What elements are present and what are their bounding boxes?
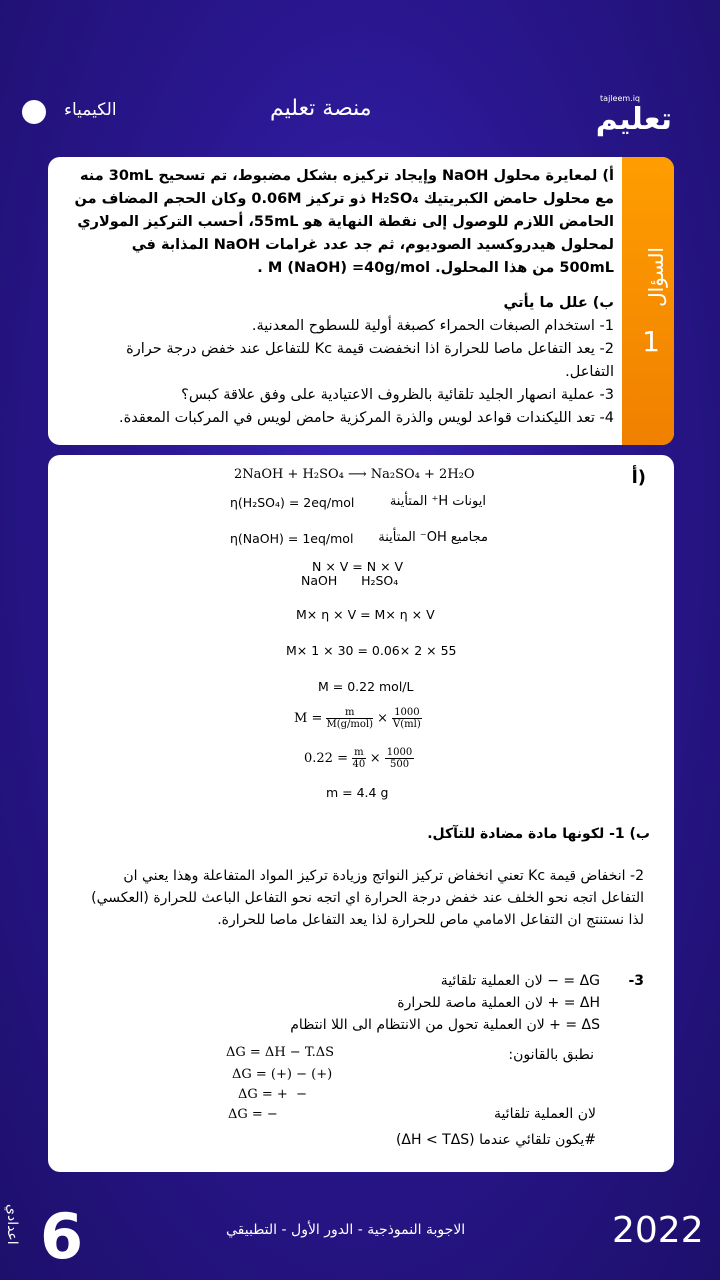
platform-title: منصة تعليم: [270, 96, 372, 121]
answer-b3-number: 3-: [628, 973, 644, 989]
grade-word: اعدادي: [4, 1204, 20, 1245]
eta-h2so4: η(H₂SO₄) = 2eq/mol: [230, 495, 355, 510]
fraction: [392, 707, 421, 730]
answer-b3-line: ΔH = + لان العملية ماصة للحرارة: [397, 995, 600, 1011]
answer-card: [48, 455, 674, 1172]
fraction-numerator: 1000: [394, 707, 420, 718]
answer-b2: 2- انخفاض قيمة Kc تعني انخفاض تركيز النواتج وزيادة تركيز المواد المتفاعلة وهذا يعني ان التفاعل اتجه نحو الخلف عند خفض درجة الحرارة اي اتجه نحو التفاعل الباعث للحرارة (العكسي) لذا نستنتج ان التفاعل الامامي ماص للحرارة لذا يعد التفاعل ماصا للحرارة.: [91, 868, 644, 928]
fraction-numerator: m: [354, 747, 364, 758]
molarity-result: M = 0.22 mol/L: [318, 679, 414, 694]
question-number: 1: [642, 325, 660, 358]
nv-equation: N × V = N × V: [312, 559, 404, 574]
mass-formula-lhs: M =: [294, 711, 323, 726]
fraction-numerator: m: [326, 707, 373, 719]
gibbs-line: ΔG = ΔH − T.ΔS: [226, 1045, 334, 1060]
gibbs-line: ΔG = −: [228, 1107, 278, 1122]
fraction-denominator: M(g/mol): [326, 719, 373, 730]
times-sign: ×: [377, 711, 389, 726]
mass-formula: [294, 707, 422, 730]
times-sign: ×: [369, 751, 381, 766]
mass-calc: [304, 747, 414, 770]
answer-b3-line: ΔS = + لان العملية تحول من الانتظام الى اللا انتظام: [290, 1017, 600, 1033]
question-item: 1- استخدام الصبغات الحمراء كصبغة أولية للسطوح المعدنية.: [251, 318, 614, 334]
gibbs-line: ΔG = + −: [238, 1087, 307, 1102]
logo: [595, 86, 698, 148]
answer-b1: ب) 1- لكونها مادة مضادة للتآكل.: [427, 826, 650, 842]
fraction-denominator: 40: [352, 759, 366, 770]
mnv-equation: M× η × V = M× η × V: [296, 607, 435, 622]
spontaneous-label: لان العملية تلقائية: [493, 1106, 596, 1122]
eta-naoh-label: مجاميع OH⁻ المتأينة: [378, 530, 488, 545]
mass-calc-lhs: 0.22 =: [304, 751, 348, 766]
apply-law-label: نطبق بالقانون:: [508, 1047, 594, 1063]
fraction: [326, 707, 373, 730]
question-item: 4- تعد الليكندات قواعد لويس والذرة المركزية حامض لويس في المركبات المعقدة.: [119, 410, 614, 426]
question-item: 2- يعد التفاعل ماصا للحرارة اذا انخفضت قيمة Kc للتفاعل عند خفض درجة حرارة التفاعل.: [126, 341, 614, 380]
question-part-b-title: ب) علل ما يأتي: [503, 295, 614, 311]
logo-text: تعليم: [595, 102, 672, 137]
fraction-denominator: V(ml): [393, 719, 421, 730]
question-strip: [622, 157, 674, 445]
fraction-denominator: 500: [389, 759, 410, 770]
question-card: [48, 157, 674, 445]
gibbs-line: ΔG = (+) − (+): [232, 1067, 333, 1082]
circle-icon: [22, 100, 46, 124]
condition-note: #يكون تلقائي عندما (ΔH < TΔS): [395, 1132, 596, 1148]
reaction-equation: 2NaOH + H₂SO₄ ⟶ Na₂SO₄ + 2H₂O: [234, 467, 475, 482]
header: [0, 80, 720, 150]
grade-number: 6: [40, 1200, 84, 1273]
logo-url: tajleem.iq: [600, 94, 640, 103]
question-label: السؤال: [644, 247, 668, 307]
calc-equation: M× 1 × 30 = 0.06× 2 × 55: [286, 643, 457, 658]
nv-subscripts: NaOH H₂SO₄: [301, 573, 399, 588]
question-item: 3- عملية انصهار الجليد تلقائية بالظروف الاعتيادية على وفق علاقة كبس؟: [181, 387, 614, 403]
mass-result: m = 4.4 g: [326, 785, 389, 800]
fraction: [352, 747, 365, 770]
question-part-a: أ) لمعايرة محلول NaOH وإيجاد تركيزه بشكل مضبوط، تم تسحيح 30mL منه مع محلول حامض الكبريتيك H₂SO₄ ذو تركيز 0.06M وكان الحجم المضاف من الحامض اللازم للوصول إلى نقطة النهاية هو 55mL، أحسب التركيز المولاري لمحلول هيدروكسيد الصوديوم، ثم جد عدد غرامات NaOH المذابة في 500mL من هذا المحلول. M (NaOH) =40g/mol .: [74, 168, 614, 276]
answer-label-a: أ): [631, 467, 646, 488]
subject-title: الكيمياء: [64, 100, 117, 120]
question-text: [74, 165, 614, 430]
fraction-numerator: 1000: [386, 747, 413, 758]
footer-year: 2022: [612, 1210, 704, 1251]
fraction: [385, 747, 414, 770]
eta-h2so4-label: ايونات H⁺ المتأينة: [389, 494, 486, 509]
eta-naoh: η(NaOH) = 1eq/mol: [230, 531, 354, 546]
answer-b3-line: ΔG = − لان العملية تلقائية: [440, 973, 600, 989]
footer-text: الاجوبة النموذجية - الدور الأول - التطبيقي: [226, 1222, 466, 1238]
